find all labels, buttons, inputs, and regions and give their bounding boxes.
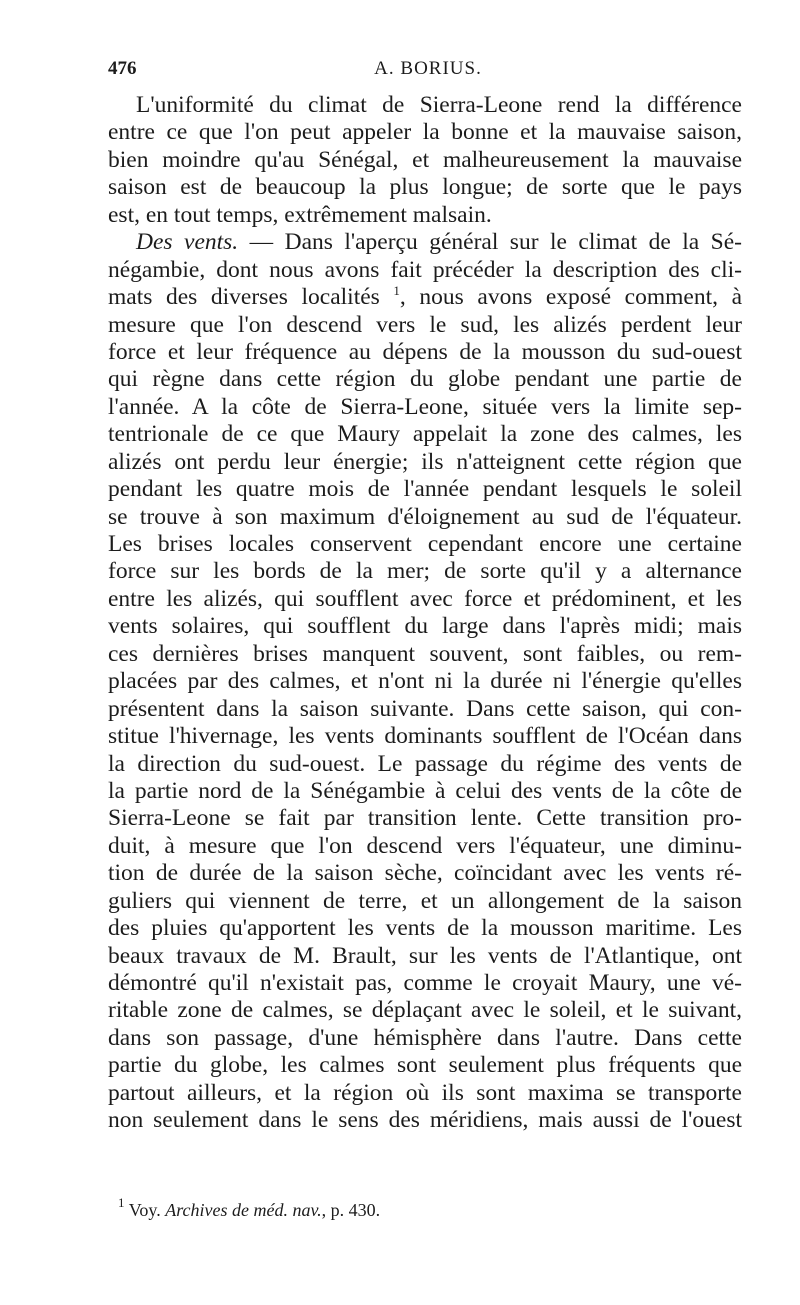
text-line: ritable zone de calmes, se déplaçant avec le soleil, et le suivant, (108, 997, 742, 1024)
text-line: duit, à mesure que l'on descend vers l'équateur, une diminu- (108, 832, 742, 859)
text-fragment: nous avons exposé comment, à (419, 284, 743, 311)
text-line: négambie, dont nous avons fait précéder la description des cli- (108, 256, 742, 283)
text-line: placées par des calmes, et n'ont ni la durée ni l'énergie qu'elles (108, 668, 742, 695)
text-line: entre ce que l'on peut appeler la bonne et la mauvaise saison, (108, 119, 742, 146)
text-line: qui règne dans cette région du globe pendant une partie de (108, 366, 742, 393)
text-line: force sur les bords de la mer; de sorte qu'il y a alternance (108, 558, 742, 585)
text-line: non seulement dans le sens des méridiens, mais aussi de l'ouest (108, 1107, 742, 1134)
text-line: est, en tout temps, extrêmement malsain. (108, 201, 492, 228)
text-line: la direction du sud-ouest. Le passage du régime des vents de (108, 750, 742, 777)
text-line: mesure que l'on descend vers le sud, les alizés perdent leur (108, 311, 742, 338)
footnote-rest: , p. 430. (321, 1200, 381, 1220)
text-line: Sierra-Leone se fait par transition lente. Cette transition pro- (108, 805, 742, 832)
running-head: A. BORIUS. (374, 58, 482, 79)
text-line: mats des diverses localités $^1$, nous avons exposé comment, à (108, 283, 743, 311)
text-line: entre les alizés, qui soufflent avec force et prédominent, et les (108, 585, 742, 612)
text-line: pendant les quatre mois de l'année pendant lesquels le soleil (108, 476, 742, 503)
text-line: guliers qui viennent de terre, et un allongement de la saison (108, 887, 742, 914)
text-line: saison est de beaucoup la plus longue; de sorte que le pays (108, 174, 742, 201)
footnote-title: Archives de méd. nav. (165, 1200, 322, 1220)
text-line: présentent dans la saison suivante. Dans cette saison, qui con- (108, 695, 742, 722)
text-line: démontré qu'il n'existait pas, comme le croyait Maury, une vé- (108, 970, 742, 996)
section-title: Des vents. (136, 229, 239, 256)
text-line: stitue l'hivernage, les vents dominants soufflent de l'Océan dans (108, 723, 742, 750)
text-line: Les brises locales conservent cependant encore une certaine (108, 531, 742, 557)
page-header (108, 58, 748, 88)
footnote-lead: Voy. (128, 1200, 161, 1220)
text-line: tion de durée de la saison sèche, coïncidant avec les vents ré- (108, 860, 742, 887)
text-fragment: — Dans l'aperçu général sur le climat de la Sé- (249, 229, 742, 256)
text-line: l'année. A la côte de Sierra-Leone, située vers la limite sep- (108, 393, 742, 420)
text-line: tentrionale de ce que Maury appelait la zone des calmes, les (108, 421, 742, 448)
text-line: beaux travaux de M. Brault, sur les vents de l'Atlantique, ont (108, 942, 742, 969)
text-line: alizés ont perdu leur énergie; ils n'atteignent cette région que (108, 448, 742, 475)
text-line: bien moindre qu'au Sénégal, et malheureusement la mauvaise (108, 146, 742, 173)
text-line: L'uniformité du climat de Sierra-Leone rend la différence (136, 92, 742, 118)
footnote (118, 1195, 381, 1221)
text-fragment: mats des diverses localités (108, 284, 380, 311)
text-line (108, 229, 742, 256)
text-line: se trouve à son maximum d'éloignement au sud de l'équateur. (108, 503, 742, 530)
text-line: la partie nord de la Sénégambie à celui des vents de la côte de (108, 777, 742, 804)
text-line: partout ailleurs, et la région où ils sont maxima se transporte (108, 1079, 742, 1106)
text-line: des pluies qu'apportent les vents de la mousson maritime. Les (108, 915, 742, 942)
footnote-reference: 1 (393, 283, 400, 299)
text-line: vents solaires, qui soufflent du large dans l'après midi; mais (108, 613, 742, 640)
body-text (108, 92, 742, 1135)
footnote-marker: 1 (118, 1195, 125, 1210)
text-line: dans son passage, d'une hémisphère dans l'autre. Dans cette (108, 1024, 742, 1051)
text-line: ces dernières brises manquent souvent, sont faibles, ou rem- (108, 640, 742, 667)
page-number: 476 (108, 58, 137, 79)
text-line: partie du globe, les calmes sont seulement plus fréquents que (108, 1052, 742, 1079)
text-line: force et leur fréquence au dépens de la mousson du sud-ouest (108, 338, 742, 365)
